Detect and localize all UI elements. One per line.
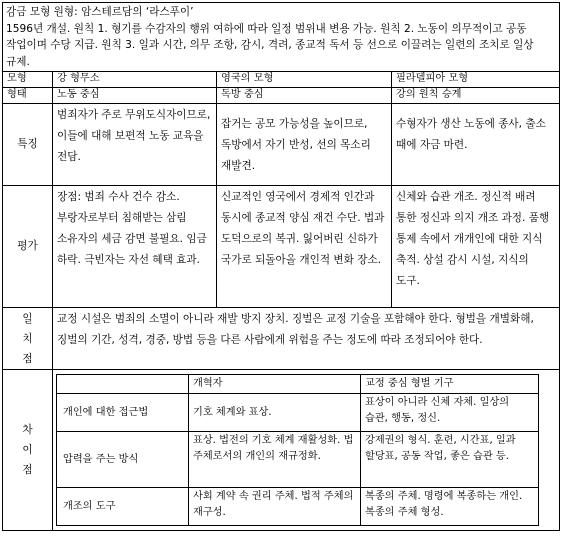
- intro-cell: [3, 3, 560, 72]
- diff-pressure-label: 압력을 주는 방식: [57, 432, 189, 488]
- header-philadelphia-model: 필라델피아 모형: [392, 72, 560, 88]
- feature-label: 특징: [3, 104, 53, 186]
- document-page: [2, 2, 559, 545]
- intro-title: 감금 모형 원형: 암스테르담의 ‘라스푸이’: [6, 6, 194, 18]
- common-row: [3, 308, 560, 370]
- feature-english: 잡거는 공모 가능성을 높이므로, 독방에서 자기 반성, 선의 목소리 재발견.: [217, 104, 392, 186]
- feature-row: [3, 104, 560, 186]
- diff-inner-table: [56, 374, 539, 526]
- diff-approach-correction: 표상이 아니라 신체 자체. 일상의 습관, 행동, 정신.: [361, 394, 539, 432]
- common-label-char-1: 일: [22, 312, 33, 325]
- diff-cell: [53, 370, 560, 531]
- diff-pressure-correction: 강제권의 형식. 훈련, 시간표, 일과 할당표, 공동 작업, 좋은 습관 등.: [361, 432, 539, 488]
- feature-gang: 범죄자가 주로 무위도식자이므로, 이들에 대해 보편적 노동 교육을 전담.: [53, 104, 217, 186]
- form-gang: 노동 중심: [53, 88, 217, 104]
- diff-row-tool: [57, 488, 539, 526]
- common-label-char-2: 치: [22, 332, 33, 345]
- eval-gang: 장점: 범죄 수사 건수 감소. 부랑자로부터 침해받는 삼림 소유자의 세금 감면 불필요. 임금 하락. 극빈자는 자선 혜택 효과.: [53, 186, 217, 308]
- common-text: 교정 시설은 범죄의 소멸이 아니라 재발 방지 장치. 징벌은 교정 기술을 포함해야 한다. 형벌을 개별화해, 징벌의 기간, 성격, 경중, 방법 등을 다른 사람에게 위험을 주는 정도에 따라 조정되어야 한다.: [53, 308, 560, 370]
- form-philadelphia: 강의 원칙 승계: [392, 88, 560, 104]
- eval-english: 신교적인 영국에서 경제적 인간과 동시에 종교적 양심 재건 수단. 법과 도덕으로의 복귀. 잃어버린 신하가 국가로 되돌아올 개인적 변화 장소.: [217, 186, 392, 308]
- diff-header-correction: 교정 중심 형벌 기구: [361, 375, 539, 394]
- intro-row: [3, 3, 560, 72]
- intro-body: 1596년 개설. 원칙 1. 형기를 수감자의 행위 여하에 따라 일정 범위내 변용 가능. 원칙 2. 노동이 의무적이고 공동 작업이며 수당 지급. 원칙 3. 일과 시간, 의무 조항, 감시, 격려, 종교적 독서 등 선으로 이끌려는 일련의 조치로 일상 규제.: [6, 22, 534, 68]
- diff-header-reformer: 개혁자: [189, 375, 361, 394]
- model-label: 모형: [3, 72, 53, 88]
- diff-label-char-3: 점: [22, 464, 33, 476]
- eval-philadelphia: 신체와 습관 개조. 정신적 배려 통한 정신과 의지 개조 과정. 품행 통제 속에서 개개인에 대한 지식 축적. 상설 감시 시설, 지식의 도구.: [392, 186, 560, 308]
- prison-models-table: [2, 2, 560, 531]
- diff-header-empty: [57, 375, 189, 394]
- diff-tool-correction: 복종의 주체. 명령에 복종하는 개인. 복종의 주체 형성.: [361, 488, 539, 526]
- eval-row: [3, 186, 560, 308]
- diff-row-approach: [57, 394, 539, 432]
- diff-row: [3, 370, 560, 531]
- header-row: [3, 72, 560, 88]
- form-row: [3, 88, 560, 104]
- diff-approach-reformer: 기호 체계와 표상.: [189, 394, 361, 432]
- diff-header-row: [57, 375, 539, 394]
- diff-label-char-2: 이: [22, 444, 33, 456]
- common-label: [3, 308, 53, 370]
- form-label: 형태: [3, 88, 53, 104]
- form-english: 독방 중심: [217, 88, 392, 104]
- diff-tool-label: 개조의 도구: [57, 488, 189, 526]
- diff-pressure-reformer: 표상. 법전의 기호 체계 재활성화. 법 주체로서의 개인의 재규정화.: [189, 432, 361, 488]
- header-english-model: 영국의 모형: [217, 72, 392, 88]
- diff-label-char-1: 차: [22, 424, 33, 436]
- feature-philadelphia: 수형자가 생산 노동에 종사, 출소 때에 자금 마련.: [392, 104, 560, 186]
- diff-label: [3, 370, 53, 531]
- header-gang-prison: 강 형무소: [53, 72, 217, 88]
- eval-label: 평가: [3, 186, 53, 308]
- diff-row-pressure: [57, 432, 539, 488]
- diff-approach-label: 개인에 대한 접근법: [57, 394, 189, 432]
- common-label-char-3: 점: [22, 352, 33, 365]
- diff-tool-reformer: 사회 계약 속 권리 주체. 법적 주체의 재구성.: [189, 488, 361, 526]
